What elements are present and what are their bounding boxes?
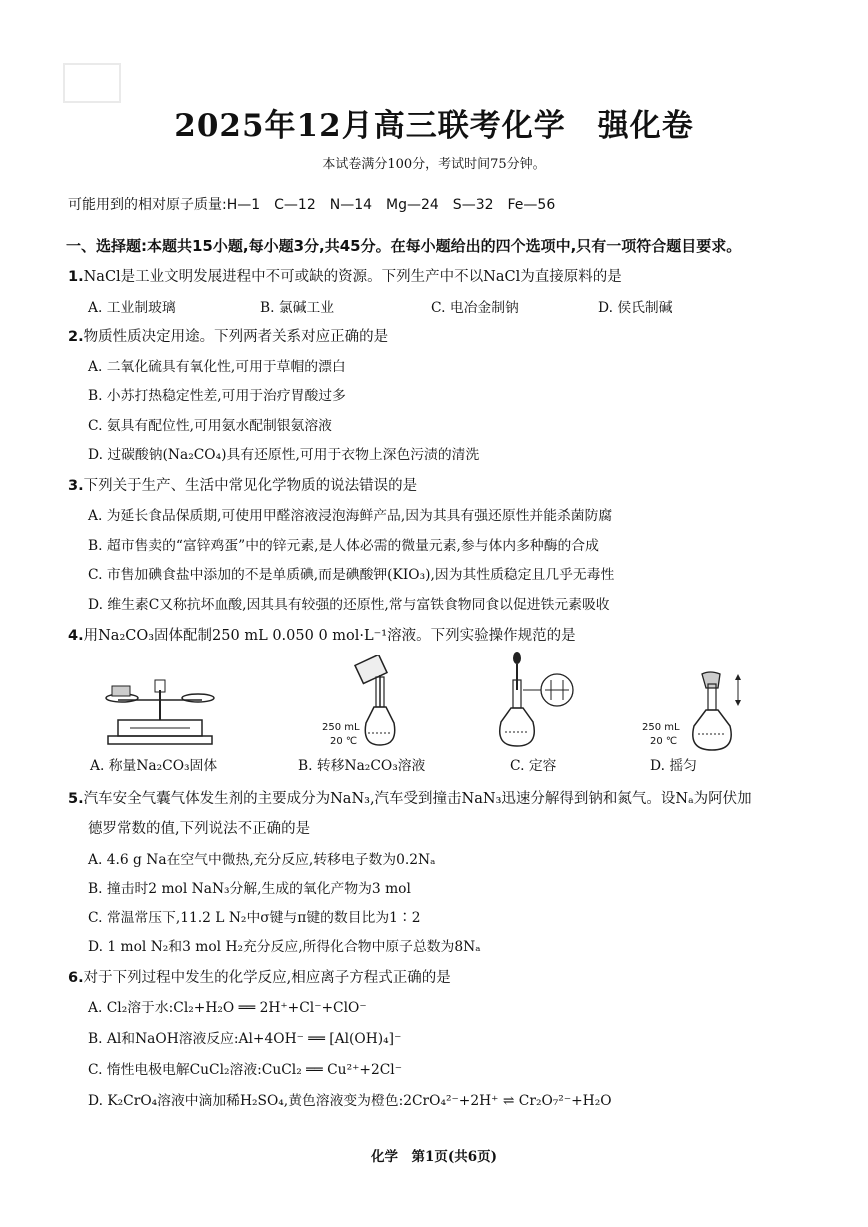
option-d[interactable]: D. 1 mol N₂和3 mol H₂充分反应,所得化合物中原子总数为8Nₐ (88, 939, 481, 955)
question-stem: 用Na₂CO₃固体配制250 mL 0.050 0 mol·L⁻¹溶液。下列实验操作规范的是 (83, 628, 576, 644)
option-b[interactable]: B. 撞击时2 mol NaN₃分解,生成的氧化产物为3 mol (88, 881, 411, 897)
figure-caption-a: A. 称量Na₂CO₃固体 (90, 758, 218, 774)
volume-figure[interactable] (495, 650, 585, 750)
watermark-stamp (62, 62, 122, 104)
flask-volume-label: 250 mL (322, 722, 360, 733)
question-stem: NaCl是工业文明发展进程中不可或缺的资源。下列生产中不以NaCl为直接原料的是 (83, 269, 622, 285)
question-5 (68, 787, 752, 808)
option-c[interactable]: C. 常温常压下,11.2 L N₂中σ键与π键的数目比为1∶2 (88, 910, 421, 926)
option-c[interactable]: C. 惰性电极电解CuCl₂溶液:CuCl₂ ══ Cu²⁺+2Cl⁻ (88, 1062, 402, 1078)
balance-figure[interactable] (100, 678, 220, 750)
question-number: 1. (68, 269, 84, 285)
option-b[interactable]: B. 超市售卖的“富锌鸡蛋”中的锌元素,是人体必需的微量元素,参与体内多种酶的合成 (88, 538, 599, 554)
option-a[interactable]: A. Cl₂溶于水:Cl₂+H₂O ══ 2H⁺+Cl⁻+ClO⁻ (88, 1000, 367, 1016)
question-2 (68, 325, 388, 346)
figure-caption-b: B. 转移Na₂CO₃溶液 (298, 758, 426, 774)
option-c[interactable]: C. 电冶金制钠 (431, 300, 519, 316)
page-footer: 化学 第1页(共6页) (370, 1149, 498, 1165)
exam-subtitle: 本试卷满分100分，考试时间75分钟。 (322, 157, 546, 172)
question-4 (68, 624, 576, 645)
option-a[interactable]: A. 二氧化硫具有氧化性,可用于草帽的漂白 (88, 359, 346, 375)
option-a[interactable]: A. 4.6 g Na在空气中微热,充分反应,转移电子数为0.2Nₐ (88, 852, 436, 868)
option-d[interactable]: D. 过碳酸钠(Na₂CO₄)具有还原性,可用于衣物上深色污渍的清洗 (88, 447, 480, 463)
flask-volume-label: 250 mL (642, 722, 680, 733)
option-b[interactable]: B. 氯碱工业 (260, 300, 335, 316)
question-1 (68, 265, 622, 286)
apparatus-figures (90, 650, 790, 780)
question-6 (68, 966, 451, 987)
flask-temp-label: 20 ℃ (330, 736, 358, 747)
section-heading: 一、选择题:本题共15小题,每小题3分,共45分。在每小题给出的四个选项中,只有一项符合题目要求。 (66, 237, 742, 255)
exam-title: 2025年12月高三联考化学 强化卷 (174, 108, 694, 144)
question-stem-continued: 德罗常数的值,下列说法不正确的是 (88, 821, 311, 837)
figure-caption-c: C. 定容 (510, 758, 557, 774)
flask-temp-label: 20 ℃ (650, 736, 678, 747)
option-b[interactable]: B. 小苏打热稳定性差,可用于治疗胃酸过多 (88, 388, 346, 404)
option-c[interactable]: C. 氨具有配位性,可用氨水配制银氨溶液 (88, 418, 332, 434)
option-b[interactable]: B. Al和NaOH溶液反应:Al+4OH⁻ ══ [Al(OH)₄]⁻ (88, 1031, 402, 1047)
question-number: 5. (68, 791, 84, 807)
option-a[interactable]: A. 工业制玻璃 (88, 300, 176, 316)
atomic-masses: 可能用到的相对原子质量:H—1 C—12 N—14 Mg—24 S—32 Fe—56 (68, 197, 556, 213)
question-stem: 汽车安全气囊气体发生剂的主要成分为NaN₃,汽车受到撞击NaN₃迅速分解得到钠和氮气。设Nₐ为阿伏加 (83, 791, 752, 807)
option-d[interactable]: D. 维生素C又称抗坏血酸,因其具有较强的还原性,常与富铁食物同食以促进铁元素吸收 (88, 597, 610, 613)
figure-caption-d: D. 摇匀 (650, 758, 697, 774)
option-c[interactable]: C. 市售加碘食盐中添加的不是单质碘,而是碘酸钾(KIO₃),因为其性质稳定且几乎无毒性 (88, 567, 615, 583)
option-d[interactable]: D. K₂CrO₄溶液中滴加稀H₂SO₄,黄色溶液变为橙色:2CrO₄²⁻+2H⁺ ⇌ Cr₂O₇²⁻+H₂O (88, 1093, 612, 1109)
question-3 (68, 474, 417, 495)
question-stem: 物质性质决定用途。下列两者关系对应正确的是 (83, 329, 389, 345)
question-number: 6. (68, 970, 84, 986)
option-d[interactable]: D. 侯氏制碱 (598, 300, 673, 316)
question-number: 4. (68, 628, 84, 644)
question-number: 3. (68, 478, 84, 494)
option-a[interactable]: A. 为延长食品保质期,可使用甲醛溶液浸泡海鲜产品,因为其具有强还原性并能杀菌防腐 (88, 508, 613, 524)
question-stem: 对于下列过程中发生的化学反应,相应离子方程式正确的是 (83, 970, 451, 986)
question-number: 2. (68, 329, 84, 345)
question-stem: 下列关于生产、生活中常见化学物质的说法错误的是 (83, 478, 418, 494)
shake-figure[interactable] (680, 670, 750, 752)
